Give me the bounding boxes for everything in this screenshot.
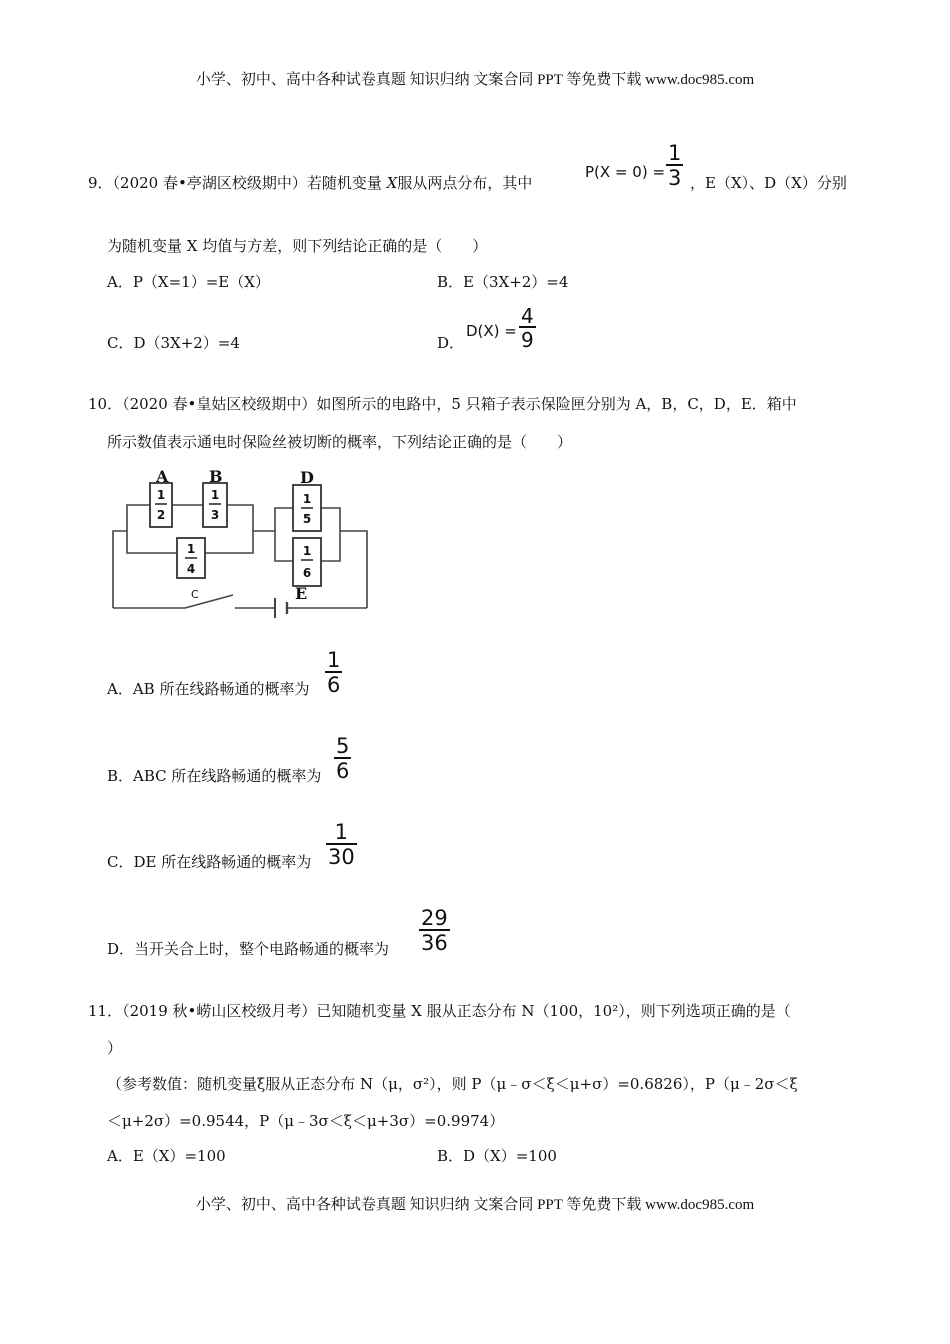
q10-option-d [107, 938, 389, 959]
q10-number: 10． [88, 395, 123, 413]
q10-option-b-fraction [334, 736, 351, 782]
q10-d-den: 36 [421, 931, 448, 955]
q9-option-c: C．D（3X+2）=4 [107, 334, 240, 352]
q10-option-d-label: D． [107, 940, 135, 958]
wire [275, 531, 293, 561]
box-e-den: 6 [302, 566, 312, 580]
q10-b-den: 6 [336, 759, 350, 783]
q11-option-a: A．E（X）=100 [107, 1147, 226, 1165]
q10-option-d-fraction [419, 908, 450, 954]
q10-line2: 所示数值表示通电时保险丝被切断的概率，下列结论正确的是（ ） [107, 433, 573, 451]
q9-option-d-lhs: D(X) = [466, 322, 517, 340]
wire [113, 531, 127, 608]
box-a-den: 2 [156, 508, 166, 522]
q9-text: 若随机变量 [306, 174, 387, 192]
page-footer: 小学、初中、高中各种试卷真题 知识归纳 文案合同 PPT 等免费下载 www.doc985.com [195, 1197, 755, 1213]
q9-source: （2020 春•亭湖区校级期中） [112, 174, 307, 192]
box-e-num: 1 [302, 544, 312, 558]
q10-line1 [88, 393, 797, 414]
q9-var: X [386, 174, 398, 192]
wire [275, 508, 293, 531]
q9-formula-lhs: P(X = 0) = [585, 163, 666, 181]
q9-option-a: A．P（X=1）=E（X） [107, 273, 270, 291]
q10-text: （2020 春•皇姑区校级期中）如图所示的电路中，5 只箱子表示保险匣分别为 A，B，C，D，E．箱中 [122, 395, 797, 413]
q10-c-num: 1 [334, 820, 349, 844]
q10-a-num: 1 [327, 648, 341, 672]
box-d-num: 1 [302, 492, 312, 506]
q11-text: （2019 秋•崂山区校级月考）已知随机变量 X 服从正态分布 N（100，10²），则下列选项正确的是（ [122, 1002, 791, 1020]
box-c-num: 1 [186, 542, 196, 556]
q9-text: 服从两点分布，其中 [397, 174, 533, 192]
box-b-den: 3 [210, 508, 220, 522]
wire [321, 508, 340, 531]
q11-option-b: B．D（X）=100 [437, 1147, 557, 1165]
q10-option-b [107, 765, 321, 786]
q9-number: 9． [88, 174, 113, 192]
q10-option-a-fraction [325, 650, 342, 696]
q10-option-a-text: AB 所在线路畅通的概率为 [132, 680, 310, 698]
q10-option-a-label: A． [107, 680, 133, 698]
q9-d-den: 9 [521, 328, 534, 352]
q9-option-d-label: D． [437, 334, 465, 352]
wire [127, 505, 150, 531]
q9-d-num: 4 [521, 304, 534, 328]
q10-option-b-label: B． [107, 767, 134, 785]
q10-c-den: 30 [328, 845, 355, 869]
q11-number: 11． [88, 1002, 123, 1020]
wire [321, 531, 340, 561]
q10-option-a [107, 678, 309, 699]
q9-fraction [666, 143, 683, 189]
box-b-num: 1 [210, 488, 220, 502]
wire [205, 531, 253, 553]
q9-line1 [88, 172, 532, 193]
q10-d-num: 29 [421, 906, 448, 930]
box-label-b: B [209, 467, 223, 486]
box-label-e: E [295, 584, 308, 603]
q10-option-b-text: ABC 所在线路畅通的概率为 [133, 767, 322, 785]
wire [227, 505, 253, 531]
circuit-diagram [105, 463, 380, 623]
q10-option-c [107, 851, 311, 872]
q11-line2: ） [107, 1039, 123, 1057]
box-d-den: 5 [302, 512, 312, 526]
q9-line2: 为随机变量 X 均值与方差，则下列结论正确的是（ ） [107, 237, 488, 255]
q9-frac-den: 3 [668, 166, 682, 190]
q11-reference-line1: （参考数值：随机变量ξ服从正态分布 N（μ，σ²），则 P（μ﹣σ＜ξ＜μ+σ）=0.6826），P（μ﹣2σ＜ξ [107, 1075, 798, 1093]
box-a-num: 1 [156, 488, 166, 502]
wire [127, 531, 177, 553]
q9-frac-num: 1 [668, 141, 682, 165]
q10-option-c-label: C． [107, 853, 134, 871]
q9-option-d-fraction [519, 306, 536, 350]
box-label-a: A [156, 467, 169, 486]
q9-option-b: B．E（3X+2）=4 [437, 273, 569, 291]
q9-line1-tail: ，E（X）、D（X）分别 [690, 174, 847, 192]
q10-b-num: 5 [336, 734, 350, 758]
q11-line1 [88, 1000, 791, 1021]
q10-option-d-text: 当开关合上时，整个电路畅通的概率为 [134, 940, 390, 958]
q9-formula [585, 163, 665, 181]
q10-a-den: 6 [327, 673, 341, 697]
wire [340, 531, 367, 608]
box-label-d: D [300, 468, 314, 487]
q10-option-c-text: DE 所在线路畅通的概率为 [133, 853, 312, 871]
q11-reference-line2: ＜μ+2σ）=0.9544，P（μ﹣3σ＜ξ＜μ+3σ）=0.9974） [107, 1112, 505, 1130]
box-label-c: C [191, 588, 199, 601]
page-header: 小学、初中、高中各种试卷真题 知识归纳 文案合同 PPT 等免费下载 www.doc985.com [195, 72, 755, 88]
q10-option-c-fraction [326, 822, 357, 868]
box-c-den: 4 [186, 562, 196, 576]
